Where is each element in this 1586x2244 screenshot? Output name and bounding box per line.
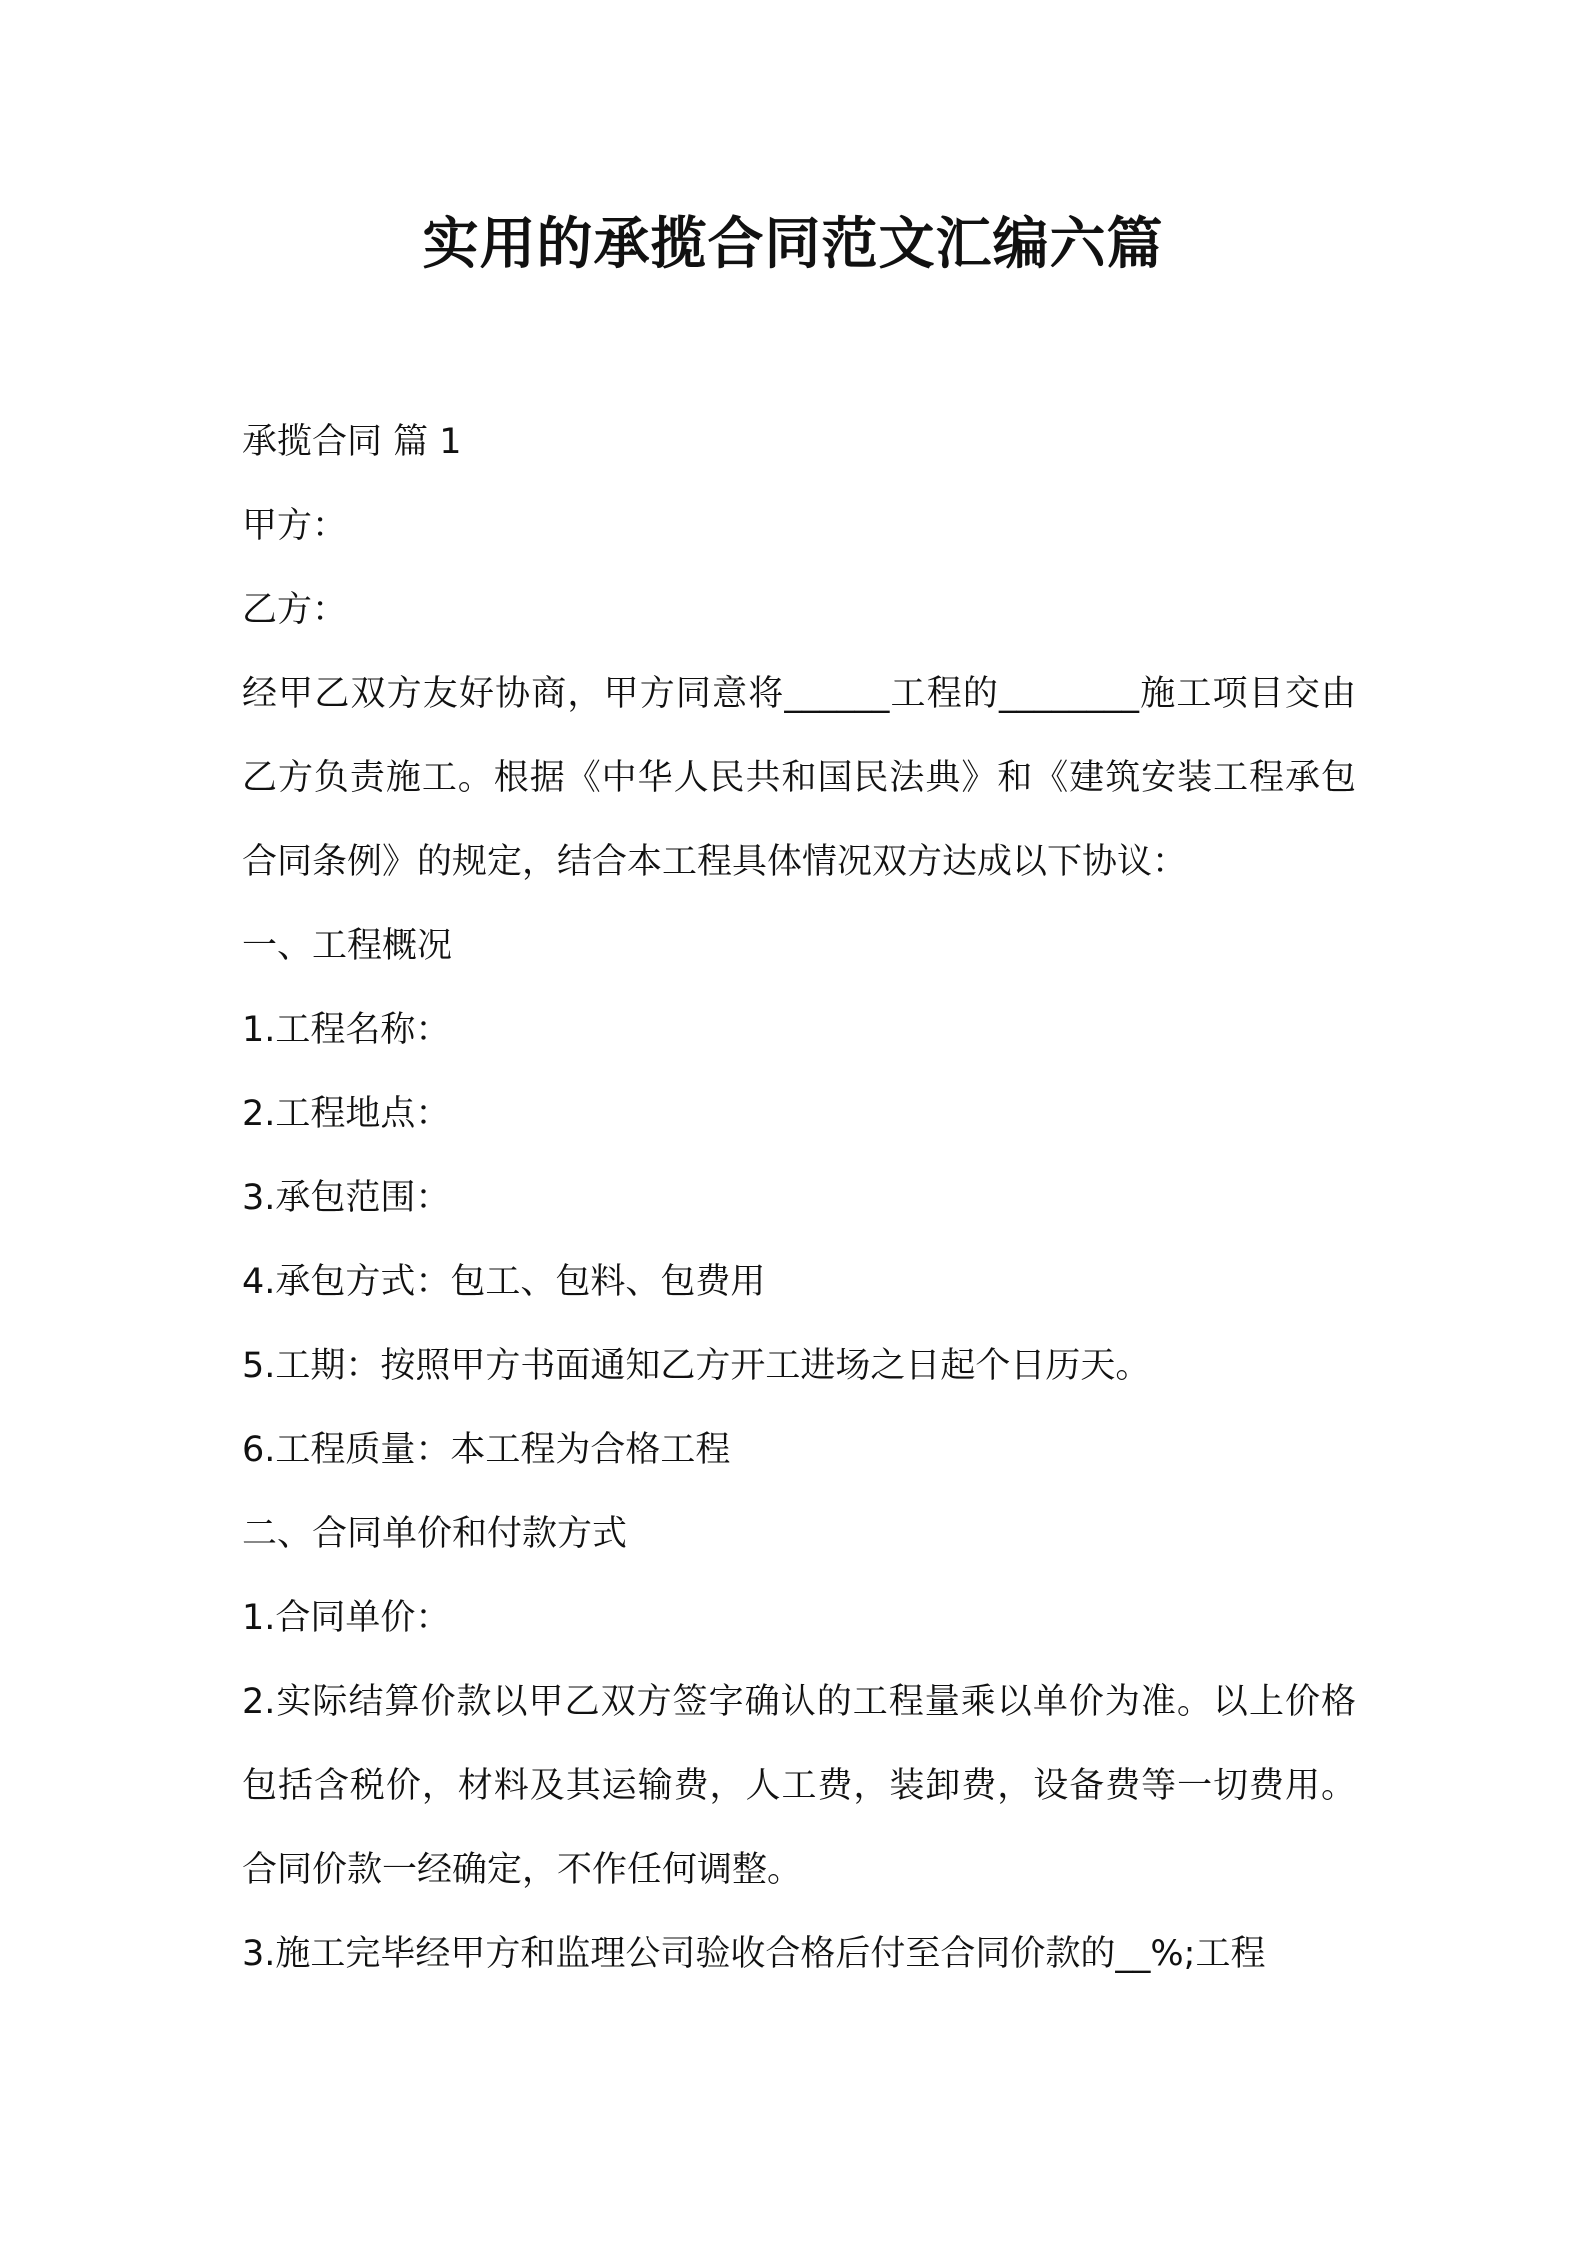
clause-contract-scope: 3.承包范围： (242, 1178, 451, 1218)
section-heading-project-overview: 一、工程概况 (242, 926, 453, 966)
section-heading-contract-1: 承揽合同 篇 1 (242, 422, 462, 462)
clause-contract-method: 4.承包方式：包工、包料、包费用 (242, 1262, 766, 1302)
clause-construction-period: 5.工期：按照甲方书面通知乙方开工进场之日起个日历天。 (242, 1346, 1151, 1386)
clause-project-location: 2.工程地点： (242, 1094, 451, 1134)
clause-settlement-price: 2.实际结算价款以甲乙双方签字确认的工程量乘以单价为准。以上价格包括含税价，材料及其运输费，人工费，装卸费，设备费等一切费用。合同价款一经确定，不作任何调整。 (242, 1682, 1356, 1890)
party-a-line: 甲方： (242, 506, 348, 546)
clause-unit-price: 1.合同单价： (242, 1598, 451, 1638)
clause-project-name: 1.工程名称： (242, 1010, 451, 1050)
section-heading-price-payment: 二、合同单价和付款方式 (242, 1514, 628, 1554)
document-body (242, 400, 1356, 1996)
clause-payment-after-acceptance: 3.施工完毕经甲方和监理公司验收合格后付至合同价款的__%;工程 (242, 1934, 1266, 1974)
preamble-paragraph: 经甲乙双方友好协商，甲方同意将______工程的________施工项目交由乙方负责施工。根据《中华人民共和国民法典》和《建筑安装工程承包合同条例》的规定，结合本工程具体情况双方达成以下协议： (242, 674, 1356, 882)
document-title: 实用的承揽合同范文汇编六篇 (422, 212, 1164, 277)
clause-project-quality: 6.工程质量：本工程为合格工程 (242, 1430, 731, 1470)
party-b-line: 乙方： (242, 590, 348, 630)
